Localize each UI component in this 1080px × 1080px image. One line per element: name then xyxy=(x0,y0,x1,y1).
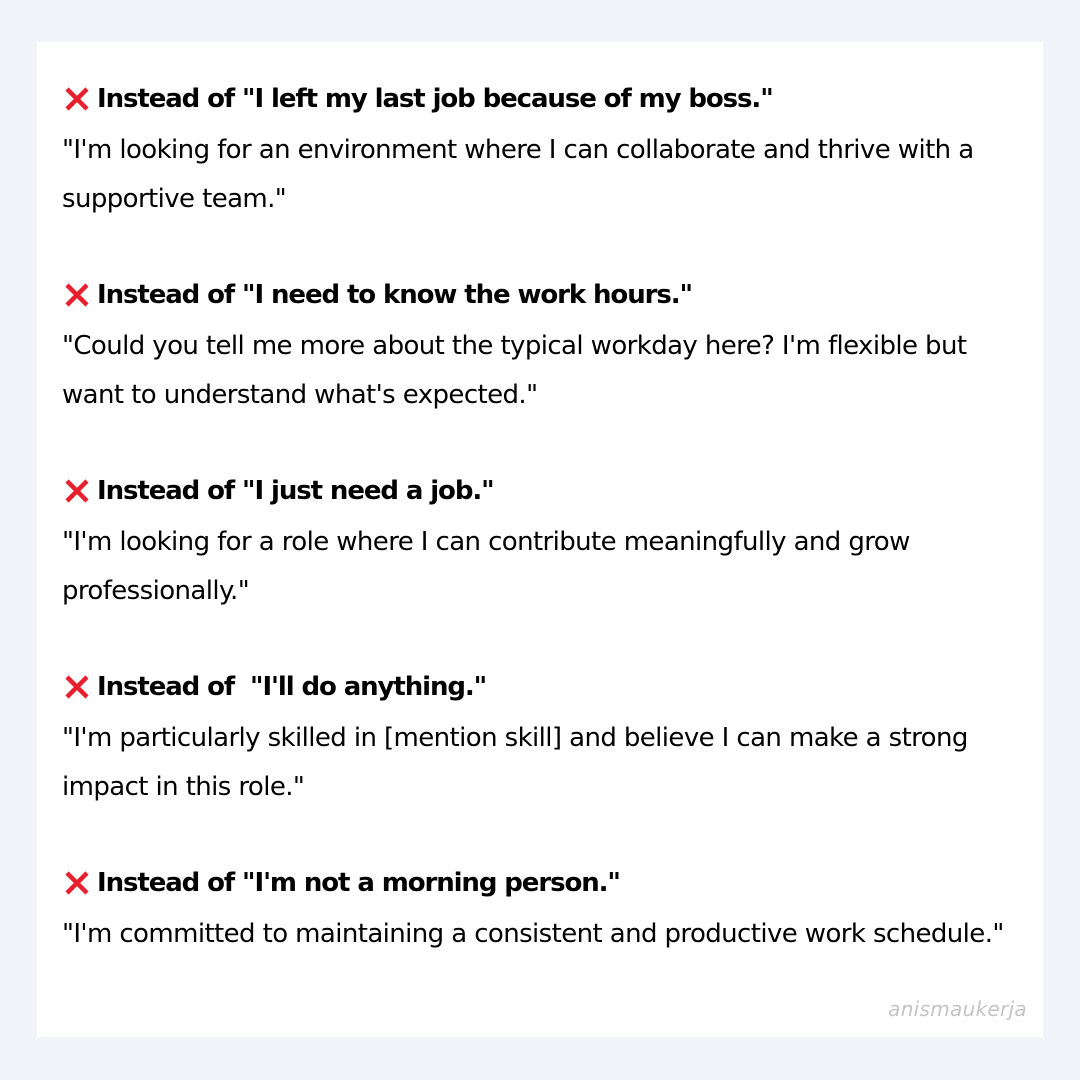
tip-headline xyxy=(62,80,1022,118)
tip-item-5 xyxy=(62,864,1022,959)
tip-item-2 xyxy=(62,276,1022,420)
tip-suggestion-text: "I'm looking for an environment where I can collaborate and thrive with a supportive team." xyxy=(62,135,974,214)
tip-headline-text: Instead of "I'll do anything." xyxy=(97,672,487,702)
tip-suggestion-text: "I'm committed to maintaining a consistent and productive work schedule." xyxy=(62,919,1004,949)
tip-headline-text: Instead of "I left my last job because of my boss." xyxy=(97,84,773,114)
cross-mark-icon xyxy=(62,868,92,898)
tip-suggestion-text: "I'm looking for a role where I can contribute meaningfully and grow professionally." xyxy=(62,527,910,606)
tip-headline xyxy=(62,864,1022,902)
tip-suggestion-text: "Could you tell me more about the typical workday here? I'm flexible but want to understand what's expected." xyxy=(62,331,967,410)
tip-headline xyxy=(62,276,1022,314)
tip-item-1 xyxy=(62,80,1022,224)
tip-headline-text: Instead of "I'm not a morning person." xyxy=(97,868,620,898)
cross-mark-icon xyxy=(62,280,92,310)
cross-mark-icon xyxy=(62,672,92,702)
tip-item-3 xyxy=(62,472,1022,616)
tip-suggestion-text: "I'm particularly skilled in [mention skill] and believe I can make a strong impact in this role." xyxy=(62,723,968,802)
tip-headline-text: Instead of "I just need a job." xyxy=(97,476,494,506)
cross-mark-icon xyxy=(62,84,92,114)
tip-headline xyxy=(62,668,1022,706)
content-card xyxy=(37,42,1043,1037)
cross-mark-icon xyxy=(62,476,92,506)
tip-item-4 xyxy=(62,668,1022,812)
watermark: anismaukerja xyxy=(888,997,1027,1021)
tip-headline-text: Instead of "I need to know the work hours." xyxy=(97,280,692,310)
tip-headline xyxy=(62,472,1022,510)
